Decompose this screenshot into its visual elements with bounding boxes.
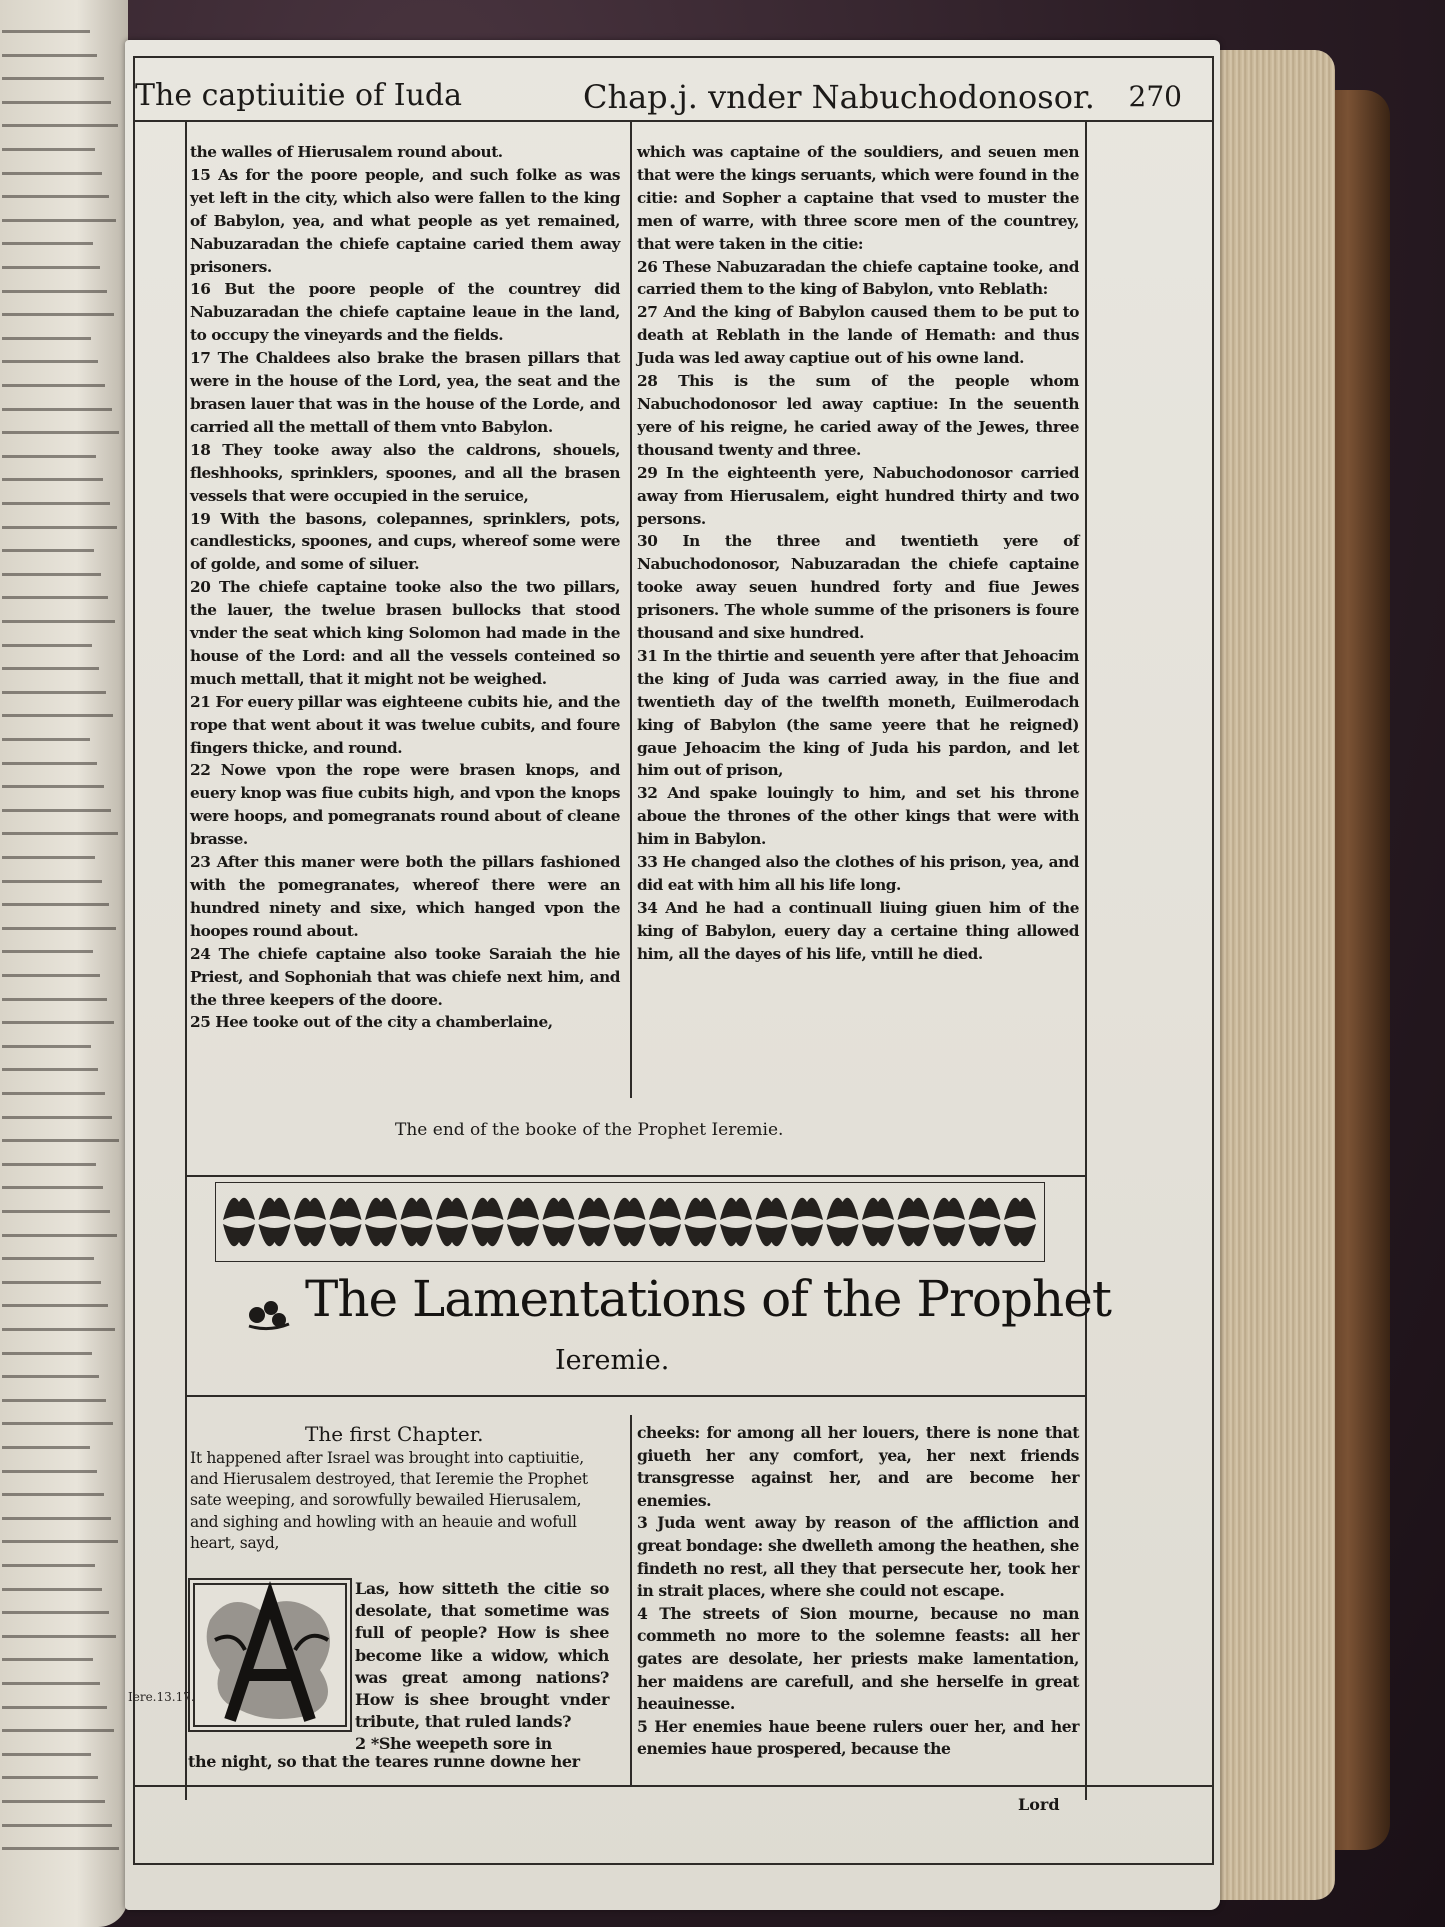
verse-continuation: the night, so that the teares runne downe her bbox=[188, 1752, 580, 1771]
left-page-line bbox=[2, 1706, 107, 1709]
left-page-line bbox=[2, 1163, 96, 1166]
verse-paragraph: 16 But the poore people of the countrey did Nabuzaradan the chiefe captaine leaue in the land, to occupy the vineyards and the fields. bbox=[190, 280, 620, 345]
ornament-motif bbox=[294, 1198, 326, 1247]
verse-paragraph: 4 The streets of Sion mourne, because no man commeth no more to the solemne feasts: all her gates are desolate, her priests make lamentation, her maidens are carefull, and she herselfe in great heauinesse. bbox=[637, 1603, 1079, 1714]
ornament-motif bbox=[543, 1198, 575, 1247]
left-page-line bbox=[2, 1847, 119, 1850]
left-page-line bbox=[2, 1446, 90, 1449]
left-page-line bbox=[2, 1045, 91, 1048]
verse-paragraph: 21 For euery pillar was eighteene cubits hie, and the rope that went about it was twelue cubits, and foure fingers thicke, and round. bbox=[190, 692, 620, 757]
verse-paragraph: 19 With the basons, colepannes, sprinklers, pots, candlesticks, spoones, and cups, whereof some were of golde, and some of siluer. bbox=[190, 509, 620, 574]
ornament-motif bbox=[685, 1198, 717, 1247]
ornament-motif bbox=[756, 1198, 788, 1247]
verse-paragraph: 26 These Nabuzaradan the chiefe captaine tooke, and carried them to the king of Babylon, vnto Reblath: bbox=[637, 257, 1079, 299]
chapter-argument: It happened after Israel was brought into captiuitie, and Hierusalem destroyed, that Ieremie the Prophet sate weeping, and sorowfully bewailed Hierusalem, and sighing and howling with an heauie and wofull heart, sayd, bbox=[190, 1449, 588, 1552]
left-page-line bbox=[2, 856, 95, 859]
left-page-line bbox=[2, 549, 94, 552]
ornament-motif bbox=[507, 1198, 539, 1247]
left-page-line bbox=[2, 1470, 97, 1473]
ornament-motif bbox=[791, 1198, 823, 1247]
left-page-line bbox=[2, 1588, 102, 1591]
left-page-line bbox=[2, 950, 93, 953]
left-page-line bbox=[2, 431, 119, 434]
left-page-line bbox=[2, 1824, 112, 1827]
verse-paragraph: 33 He changed also the clothes of his prison, yea, and did eat with him all his life long. bbox=[637, 853, 1079, 894]
verse-paragraph: 28 This is the sum of the people whom Nabuchodonosor led away captiue: In the seuenth yere of his reigne, he caried away of the Jewes, three thousand twenty and three. bbox=[637, 372, 1079, 459]
left-page-line bbox=[2, 337, 91, 340]
left-page-line bbox=[2, 77, 104, 80]
inner-left-rule bbox=[185, 120, 187, 1800]
left-page-line bbox=[2, 242, 93, 245]
header-chapter-title: Chap.j. vnder Nabuchodonosor. bbox=[583, 78, 1095, 116]
left-page-line bbox=[2, 1375, 99, 1378]
left-page-line bbox=[2, 1776, 98, 1779]
verse-paragraph: 29 In the eighteenth yere, Nabuchodonosor carried away from Hierusalem, eight hundred thirty and two persons. bbox=[637, 463, 1079, 528]
left-page-line bbox=[2, 738, 90, 741]
verse-paragraph: 31 In the thirtie and seuenth yere after that Jehoacim the king of Juda was carried away, in the fiue and twentieth day of the twelfth moneth, Euilmerodach king of Babylon (the same yeere that he reigned) gaue Jehoacim the king of Juda his pardon, and let him out of prison, bbox=[637, 646, 1079, 780]
ornament-motif bbox=[365, 1198, 397, 1247]
left-page-line bbox=[2, 714, 113, 717]
left-page-line bbox=[2, 1729, 114, 1732]
left-page-line bbox=[2, 1517, 111, 1520]
left-page-line bbox=[2, 620, 115, 623]
left-page-line bbox=[2, 1186, 103, 1189]
left-page-line bbox=[2, 313, 114, 316]
verse-paragraph: 27 And the king of Babylon caused them to be put to death at Reblath in the lande of Hemath: and thus Juda was led away captiue out of his owne land. bbox=[637, 303, 1079, 368]
running-header bbox=[135, 56, 1200, 120]
margin-reference: Iere.13.17. bbox=[128, 1690, 195, 1704]
verse-paragraph: 22 Nowe vpon the rope were brasen knops, and euery knop was fiue cubits high, and vpon the knops were hoops, and pomegranats round about of cleane brasse. bbox=[190, 761, 620, 849]
left-page-line bbox=[2, 1139, 119, 1142]
header-left-title: The captiuitie of Iuda bbox=[135, 78, 462, 113]
left-page-line bbox=[2, 1753, 91, 1756]
left-page-line bbox=[2, 54, 97, 57]
left-page-line bbox=[2, 903, 109, 906]
left-page-line bbox=[2, 478, 103, 481]
left-page-line bbox=[2, 1281, 101, 1284]
verse-paragraph: 34 And he had a continuall liuing giuen him of the king of Babylon, euery day a certaine thing allowed him, all the dayes of his life, vntill he died. bbox=[637, 898, 1079, 963]
verse-paragraph: 2 *She weepeth sore in bbox=[355, 1734, 552, 1754]
left-page-line bbox=[2, 1092, 105, 1095]
left-page-line bbox=[2, 880, 102, 883]
verse-paragraph: 32 And spake louingly to him, and set his throne aboue the thrones of the other kings that were with him in Babylon. bbox=[637, 784, 1079, 849]
column-divider-bottom bbox=[630, 1415, 632, 1785]
left-page-line bbox=[2, 1564, 95, 1567]
drop-cap-a-icon bbox=[188, 1578, 352, 1732]
left-page-line bbox=[2, 101, 111, 104]
left-page-line bbox=[2, 384, 105, 387]
left-page-line bbox=[2, 30, 90, 33]
header-rule bbox=[133, 120, 1212, 122]
left-page-line bbox=[2, 1682, 100, 1685]
left-page-line bbox=[2, 1540, 118, 1543]
left-page-fragment bbox=[0, 0, 128, 1927]
left-page-line bbox=[2, 644, 92, 647]
left-page-line bbox=[2, 785, 104, 788]
ornament-motif bbox=[472, 1198, 504, 1247]
ornament-motif bbox=[649, 1198, 681, 1247]
left-page-line bbox=[2, 502, 110, 505]
left-page-line bbox=[2, 148, 95, 151]
verse-paragraph: 24 The chiefe captaine also tooke Saraiah the hie Priest, and Sophoniah that was chiefe next him, and the three keepers of the doore. bbox=[190, 944, 620, 1009]
left-page-line bbox=[2, 172, 102, 175]
left-page-line bbox=[2, 809, 111, 812]
verse-paragraph: 20 The chiefe captaine tooke also the two pillars, the lauer, the twelue brasen bullocks that stood vnder the seat which king Solomon had made in the house of the Lord: and all the vessels conteined so much mettall, that it might not be weighed. bbox=[190, 578, 620, 688]
left-page-line bbox=[2, 998, 107, 1001]
lamentations-right-column bbox=[637, 1422, 1079, 1761]
verse-paragraph: 30 In the three and twentieth yere of Nabuchodonosor, Nabuzaradan the chiefe captaine tooke away seuen hundred forty and fiue Jewes prisoners. The whole summe of the prisoners is foure thousand and sixe hundred. bbox=[637, 532, 1079, 643]
left-page-line bbox=[2, 124, 118, 127]
left-page-line bbox=[2, 1257, 94, 1260]
left-page-line bbox=[2, 526, 117, 529]
left-page-line bbox=[2, 832, 118, 835]
left-page-line bbox=[2, 1068, 98, 1071]
ornament-motif bbox=[862, 1198, 894, 1247]
left-page-line bbox=[2, 219, 116, 222]
verse-paragraph: 3 Juda went away by reason of the affliction and great bondage: she dwelleth among the heathen, she findeth no rest, all they that persecute her, took her in strait places, where she could not escape. bbox=[637, 1513, 1079, 1601]
verse-paragraph: 17 The Chaldees also brake the brasen pillars that were in the house of the Lord, yea, the seat and the brasen lauer that was in the house of the Lorde, and carried all the mettall of them vnto Babylon. bbox=[190, 349, 620, 436]
ornament-motif bbox=[969, 1198, 1001, 1247]
left-page-line bbox=[2, 408, 112, 411]
title-rule-bottom bbox=[185, 1395, 1085, 1397]
verse-paragraph: Las, how sitteth the citie so desolate, that sometime was full of people? How is shee become like a widow, which was great among nations? How is shee brought vnder tribute, that ruled lands? bbox=[355, 1579, 609, 1732]
page-edges bbox=[1205, 50, 1335, 1900]
ornament-motif bbox=[330, 1198, 362, 1247]
left-page-line bbox=[2, 1493, 104, 1496]
catchword: Lord bbox=[1018, 1795, 1060, 1814]
left-page-line bbox=[2, 596, 108, 599]
verse-paragraph: which was captaine of the souldiers, and seuen men that were the kings seruants, which were found in the citie: and Sopher a captaine that vsed to muster the men of warre, with three score men of the countrey, that were taken in the citie: bbox=[637, 143, 1079, 253]
page-number: 270 bbox=[1128, 80, 1182, 113]
left-page-line bbox=[2, 974, 100, 977]
verse-paragraph: 5 Her enemies haue beene rulers ouer her, and her enemies haue prospered, because the bbox=[637, 1716, 1079, 1759]
left-page-line bbox=[2, 1304, 108, 1307]
left-page-line bbox=[2, 1658, 93, 1661]
left-page-line bbox=[2, 195, 109, 198]
left-text-column bbox=[190, 141, 620, 1034]
left-page-line bbox=[2, 573, 101, 576]
book-title-sub: Ieremie. bbox=[555, 1345, 670, 1376]
title-rule-top bbox=[185, 1175, 1085, 1177]
verse-paragraph: 18 They tooke away also the caldrons, shouels, fleshhooks, sprinklers, spoones, and all the brasen vessels that were occupied in the seruice, bbox=[190, 440, 620, 505]
book-title: The Lamentations of the Prophet bbox=[305, 1270, 1111, 1328]
ornament-motif bbox=[578, 1198, 610, 1247]
end-of-book-note: The end of the booke of the Prophet Ieremie. bbox=[395, 1120, 784, 1140]
opening-verse bbox=[355, 1578, 609, 1756]
left-page-line bbox=[2, 1021, 114, 1024]
ornament-motif bbox=[827, 1198, 859, 1247]
left-page-line bbox=[2, 667, 99, 670]
left-page-line bbox=[2, 1800, 105, 1803]
left-page-line bbox=[2, 1611, 109, 1614]
verse-paragraph: 15 As for the poore people, and such folke as was yet left in the city, which also were fallen to the king of Babylon, yea, and what people as yet remained, Nabuzaradan the chiefe captaine caried them away prisoners. bbox=[190, 165, 620, 276]
verse-paragraph: 25 Hee tooke out of the city a chamberlaine, bbox=[190, 1013, 553, 1032]
ornament-motif bbox=[898, 1198, 930, 1247]
verse-paragraph: the walles of Hierusalem round about. bbox=[190, 143, 503, 161]
left-page-line bbox=[2, 360, 98, 363]
ornament-motif bbox=[436, 1198, 468, 1247]
left-page-line bbox=[2, 927, 116, 930]
left-page-line bbox=[2, 691, 106, 694]
left-page-line bbox=[2, 266, 100, 269]
left-page-line bbox=[2, 1352, 92, 1355]
left-page-line bbox=[2, 762, 97, 765]
left-page-line bbox=[2, 1234, 117, 1237]
left-page-line bbox=[2, 1635, 116, 1638]
fleuron-icon bbox=[245, 1298, 293, 1332]
column-divider-top bbox=[630, 120, 632, 1098]
left-page-line bbox=[2, 455, 96, 458]
ornament-motif bbox=[933, 1198, 965, 1247]
ornament-motif bbox=[614, 1198, 646, 1247]
ornament-motif bbox=[401, 1198, 433, 1247]
left-page-line bbox=[2, 1116, 112, 1119]
left-page-line bbox=[2, 290, 107, 293]
left-page-line bbox=[2, 1210, 110, 1213]
left-page-line bbox=[2, 1422, 113, 1425]
inner-right-rule bbox=[1085, 120, 1087, 1800]
ornament-motif bbox=[720, 1198, 752, 1247]
ornament-motif bbox=[223, 1198, 255, 1247]
footer-rule bbox=[133, 1785, 1212, 1787]
chapter-heading: The first Chapter. bbox=[305, 1422, 484, 1446]
decorative-ornament-band bbox=[215, 1182, 1045, 1262]
right-text-column bbox=[637, 141, 1079, 966]
verse-paragraph: 23 After this maner were both the pillars fashioned with the pomegranates, whereof there were an hundred ninety and sixe, which hanged vpon the hoopes round about. bbox=[190, 853, 620, 940]
left-page-line bbox=[2, 1399, 106, 1402]
verse-paragraph: cheeks: for among all her louers, there is none that giueth her any comfort, yea, her next friends transgresse against her, and are become her enemies. bbox=[637, 1423, 1079, 1510]
left-page-line bbox=[2, 1328, 115, 1331]
ornament-motif bbox=[1004, 1198, 1036, 1247]
left-page-text-lines bbox=[0, 0, 128, 1927]
ornament-motif bbox=[259, 1198, 291, 1247]
